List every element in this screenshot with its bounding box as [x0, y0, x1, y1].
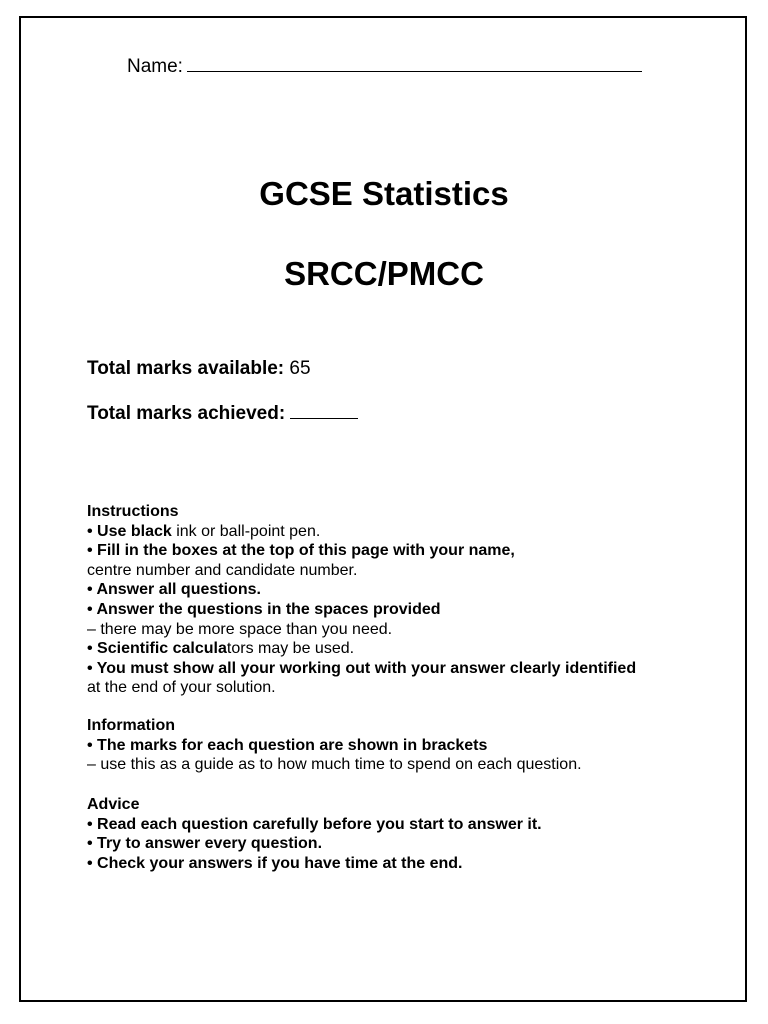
- information-line: – use this as a guide as to how much time to spend on each question.: [87, 756, 582, 774]
- instruction-line: • Answer the questions in the spaces provided: [87, 600, 441, 618]
- instructions-heading: Instructions: [87, 503, 179, 520]
- name-blank-line[interactable]: [187, 53, 642, 72]
- advice-heading: Advice: [87, 796, 140, 813]
- instruction-line: at the end of your solution.: [87, 679, 276, 697]
- instruction-line: • Answer all questions.: [87, 581, 261, 599]
- instruction-line: – there may be more space than you need.: [87, 620, 393, 638]
- name-field[interactable]: [127, 53, 642, 78]
- advice-line: • Read each question carefully before you start to answer it.: [87, 815, 542, 833]
- instruction-line: • Use black ink or ball-point pen.: [87, 522, 321, 540]
- instructions-section: [87, 502, 636, 698]
- total-marks-available-value: 65: [289, 358, 311, 379]
- advice-line: • Check your answers if you have time at the end.: [87, 854, 463, 872]
- information-heading: Information: [87, 717, 175, 734]
- instruction-line: • You must show all your working out with your answer clearly identified: [87, 659, 637, 677]
- total-marks-achieved-label: Total marks achieved:: [87, 403, 286, 424]
- total-marks-available-label: Total marks available:: [87, 358, 285, 379]
- advice-line: • Try to answer every question.: [87, 835, 323, 853]
- information-section: [87, 716, 582, 775]
- instruction-line: • Scientific calculators may be used.: [87, 640, 355, 658]
- name-label: Name:: [127, 56, 183, 77]
- total-marks-available: [87, 358, 311, 380]
- page-subtitle: SRCC/PMCC: [284, 255, 484, 292]
- advice-section: [87, 795, 542, 873]
- page-title: GCSE Statistics: [259, 175, 509, 212]
- instruction-line: • Fill in the boxes at the top of this page with your name,: [87, 542, 515, 560]
- total-marks-achieved: [87, 402, 358, 425]
- total-marks-achieved-blank[interactable]: [290, 402, 358, 419]
- instruction-line: centre number and candidate number.: [87, 561, 358, 579]
- information-line: • The marks for each question are shown in brackets: [87, 736, 488, 754]
